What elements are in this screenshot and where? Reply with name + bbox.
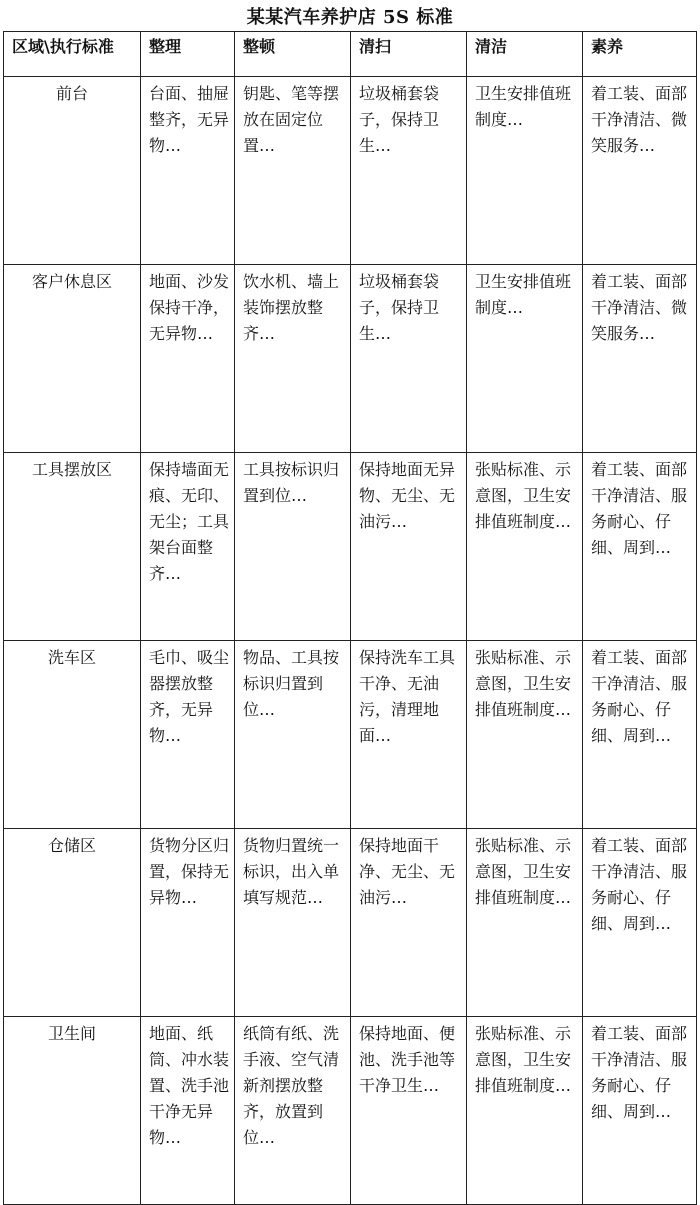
header-seiton: 整顿 bbox=[235, 32, 351, 77]
shitsuke-cell: 着工装、面部干净清洁、微笑服务… bbox=[583, 77, 697, 265]
seiketsu-cell: 卫生安排值班制度… bbox=[467, 265, 583, 453]
shitsuke-cell: 着工装、面部干净清洁、微笑服务… bbox=[583, 265, 697, 453]
table-row bbox=[4, 453, 697, 641]
standards-table bbox=[3, 31, 697, 1205]
seiri-cell: 地面、沙发保持干净，无异物… bbox=[141, 265, 235, 453]
shitsuke-cell: 着工装、面部干净清洁、服务耐心、仔细、周到… bbox=[583, 829, 697, 1017]
table-row bbox=[4, 1017, 697, 1205]
seiso-cell: 垃圾桶套袋子，保持卫生… bbox=[351, 265, 467, 453]
seiton-cell: 物品、工具按标识归置到位… bbox=[235, 641, 351, 829]
area-cell: 工具摆放区 bbox=[4, 453, 141, 641]
seiton-cell: 纸筒有纸、洗手液、空气清新剂摆放整齐，放置到位… bbox=[235, 1017, 351, 1205]
header-seiso: 清扫 bbox=[351, 32, 467, 77]
seiton-cell: 货物归置统一标识，出入单填写规范… bbox=[235, 829, 351, 1017]
seiri-cell: 地面、纸筒、冲水装置、洗手池干净无异物… bbox=[141, 1017, 235, 1205]
seiton-cell: 饮水机、墙上装饰摆放整齐… bbox=[235, 265, 351, 453]
header-seiri: 整理 bbox=[141, 32, 235, 77]
seiketsu-cell: 张贴标准、示意图，卫生安排值班制度… bbox=[467, 453, 583, 641]
seiri-cell: 毛巾、吸尘器摆放整齐，无异物… bbox=[141, 641, 235, 829]
shitsuke-cell: 着工装、面部干净清洁、服务耐心、仔细、周到… bbox=[583, 453, 697, 641]
area-cell: 仓储区 bbox=[4, 829, 141, 1017]
seiri-cell: 保持墙面无痕、无印、无尘；工具架台面整齐… bbox=[141, 453, 235, 641]
seiri-cell: 台面、抽屉整齐，无异物… bbox=[141, 77, 235, 265]
seiton-cell: 钥匙、笔等摆放在固定位置… bbox=[235, 77, 351, 265]
table-row bbox=[4, 641, 697, 829]
seiton-cell: 工具按标识归置到位… bbox=[235, 453, 351, 641]
header-area: 区域\执行标准 bbox=[4, 32, 141, 77]
shitsuke-cell: 着工装、面部干净清洁、服务耐心、仔细、周到… bbox=[583, 641, 697, 829]
seiketsu-cell: 张贴标准、示意图，卫生安排值班制度… bbox=[467, 641, 583, 829]
area-cell: 洗车区 bbox=[4, 641, 141, 829]
shitsuke-cell: 着工装、面部干净清洁、服务耐心、仔细、周到… bbox=[583, 1017, 697, 1205]
header-row bbox=[4, 32, 697, 77]
table-row bbox=[4, 265, 697, 453]
seiri-cell: 货物分区归置，保持无异物… bbox=[141, 829, 235, 1017]
table-row bbox=[4, 77, 697, 265]
area-cell: 卫生间 bbox=[4, 1017, 141, 1205]
seiso-cell: 垃圾桶套袋子，保持卫生… bbox=[351, 77, 467, 265]
seiketsu-cell: 张贴标准、示意图，卫生安排值班制度… bbox=[467, 829, 583, 1017]
seiso-cell: 保持地面干净、无尘、无油污… bbox=[351, 829, 467, 1017]
header-shitsuke: 素养 bbox=[583, 32, 697, 77]
seiso-cell: 保持地面、便池、洗手池等干净卫生… bbox=[351, 1017, 467, 1205]
seiso-cell: 保持洗车工具干净、无油污，清理地面… bbox=[351, 641, 467, 829]
seiso-cell: 保持地面无异物、无尘、无油污… bbox=[351, 453, 467, 641]
document-title: 某某汽车养护店 5S 标准 bbox=[246, 7, 454, 28]
area-cell: 客户休息区 bbox=[4, 265, 141, 453]
header-seiketsu: 清洁 bbox=[467, 32, 583, 77]
table-row bbox=[4, 829, 697, 1017]
seiketsu-cell: 张贴标准、示意图，卫生安排值班制度… bbox=[467, 1017, 583, 1205]
seiketsu-cell: 卫生安排值班制度… bbox=[467, 77, 583, 265]
area-cell: 前台 bbox=[4, 77, 141, 265]
